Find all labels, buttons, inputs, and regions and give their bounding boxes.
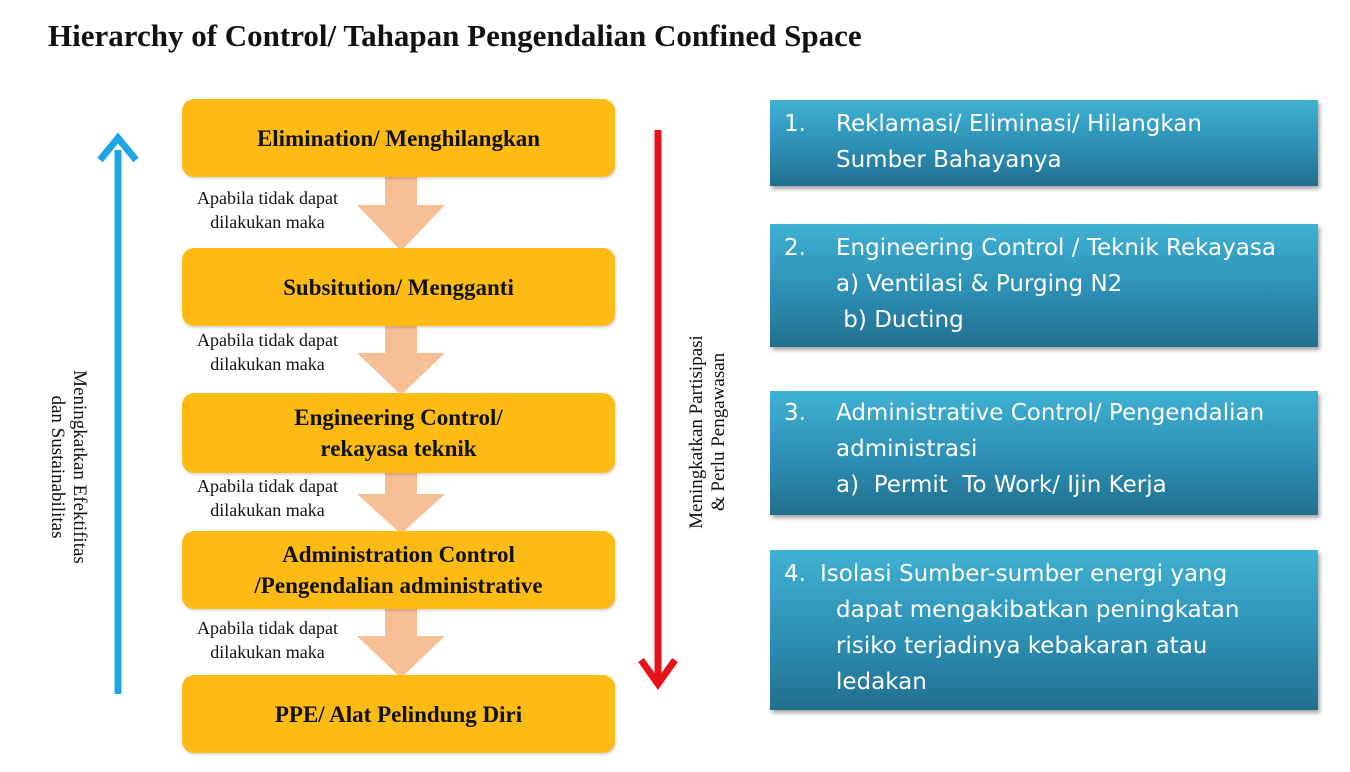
connector-line2: dilakukan maka: [210, 642, 325, 662]
box-number: 2.: [784, 235, 806, 261]
box-line: Sumber Bahayanya: [836, 147, 1062, 173]
connector-line1: Apabila tidak dapat: [197, 476, 338, 496]
level-line: Engineering Control/: [294, 405, 503, 430]
connector-text: [160, 186, 375, 234]
control-box-1: [770, 100, 1318, 186]
box-number: 4.: [784, 561, 806, 587]
connector-line1: Apabila tidak dapat: [197, 330, 338, 350]
effectiveness-label-line2: dan Sustainabilitas: [47, 395, 68, 539]
page-title: Hierarchy of Control/ Tahapan Pengendalian Confined Space: [48, 18, 862, 53]
box-line: dapat mengakibatkan peningkatan: [836, 597, 1240, 623]
control-box-4: [770, 550, 1318, 710]
connector-line1: Apabila tidak dapat: [197, 188, 338, 208]
level-ppe: [182, 675, 615, 753]
level-line: Subsitution/ Mengganti: [283, 274, 514, 300]
control-box-3: [770, 391, 1318, 515]
level-line: Administration Control: [282, 542, 515, 567]
participation-label: [686, 262, 730, 602]
level-line: Elimination/ Menghilangkan: [256, 125, 541, 151]
up-arrow-icon: [96, 132, 140, 698]
box-line: Reklamasi/ Eliminasi/ Hilangkan: [836, 111, 1202, 137]
participation-label-line2: & Perlu Pengawasan: [708, 352, 729, 512]
box-number: 3.: [784, 400, 806, 426]
box-line: risiko terjadinya kebakaran atau: [836, 633, 1208, 659]
level-line: PPE/ Alat Pelindung Diri: [274, 701, 523, 727]
level-line: /Pengendalian administrative: [254, 573, 543, 598]
box-line: Engineering Control / Teknik Rekayasa: [836, 235, 1276, 261]
connector-line2: dilakukan maka: [210, 212, 325, 232]
connector-line2: dilakukan maka: [210, 500, 325, 520]
effectiveness-label: [46, 297, 90, 637]
level-elimination: [182, 99, 615, 177]
box-number: 1.: [784, 111, 806, 137]
connector-text: [160, 616, 375, 664]
connector-text: [160, 474, 375, 522]
level-administration: [182, 531, 615, 609]
box-line: administrasi: [836, 436, 978, 462]
box-line: a) Ventilasi & Purging N2: [836, 271, 1123, 297]
level-line: rekayasa teknik: [320, 436, 477, 461]
box-line: a) Permit To Work/ Ijin Kerja: [836, 472, 1167, 498]
level-engineering: [182, 393, 615, 473]
down-red-arrow-icon: [638, 130, 682, 696]
box-line: Isolasi Sumber-sumber energi yang: [820, 561, 1228, 587]
effectiveness-label-line1: Meningkatkan Efektifitas: [69, 370, 90, 564]
box-line: b) Ducting: [836, 307, 964, 333]
control-box-2: [770, 224, 1318, 347]
level-substitution: [182, 248, 615, 326]
connector-text: [160, 328, 375, 376]
box-line: Administrative Control/ Pengendalian: [836, 400, 1265, 426]
connector-line2: dilakukan maka: [210, 354, 325, 374]
participation-label-line1: Meningkatkan Partisipasi: [686, 335, 707, 529]
box-line: ledakan: [836, 669, 927, 695]
connector-line1: Apabila tidak dapat: [197, 618, 338, 638]
